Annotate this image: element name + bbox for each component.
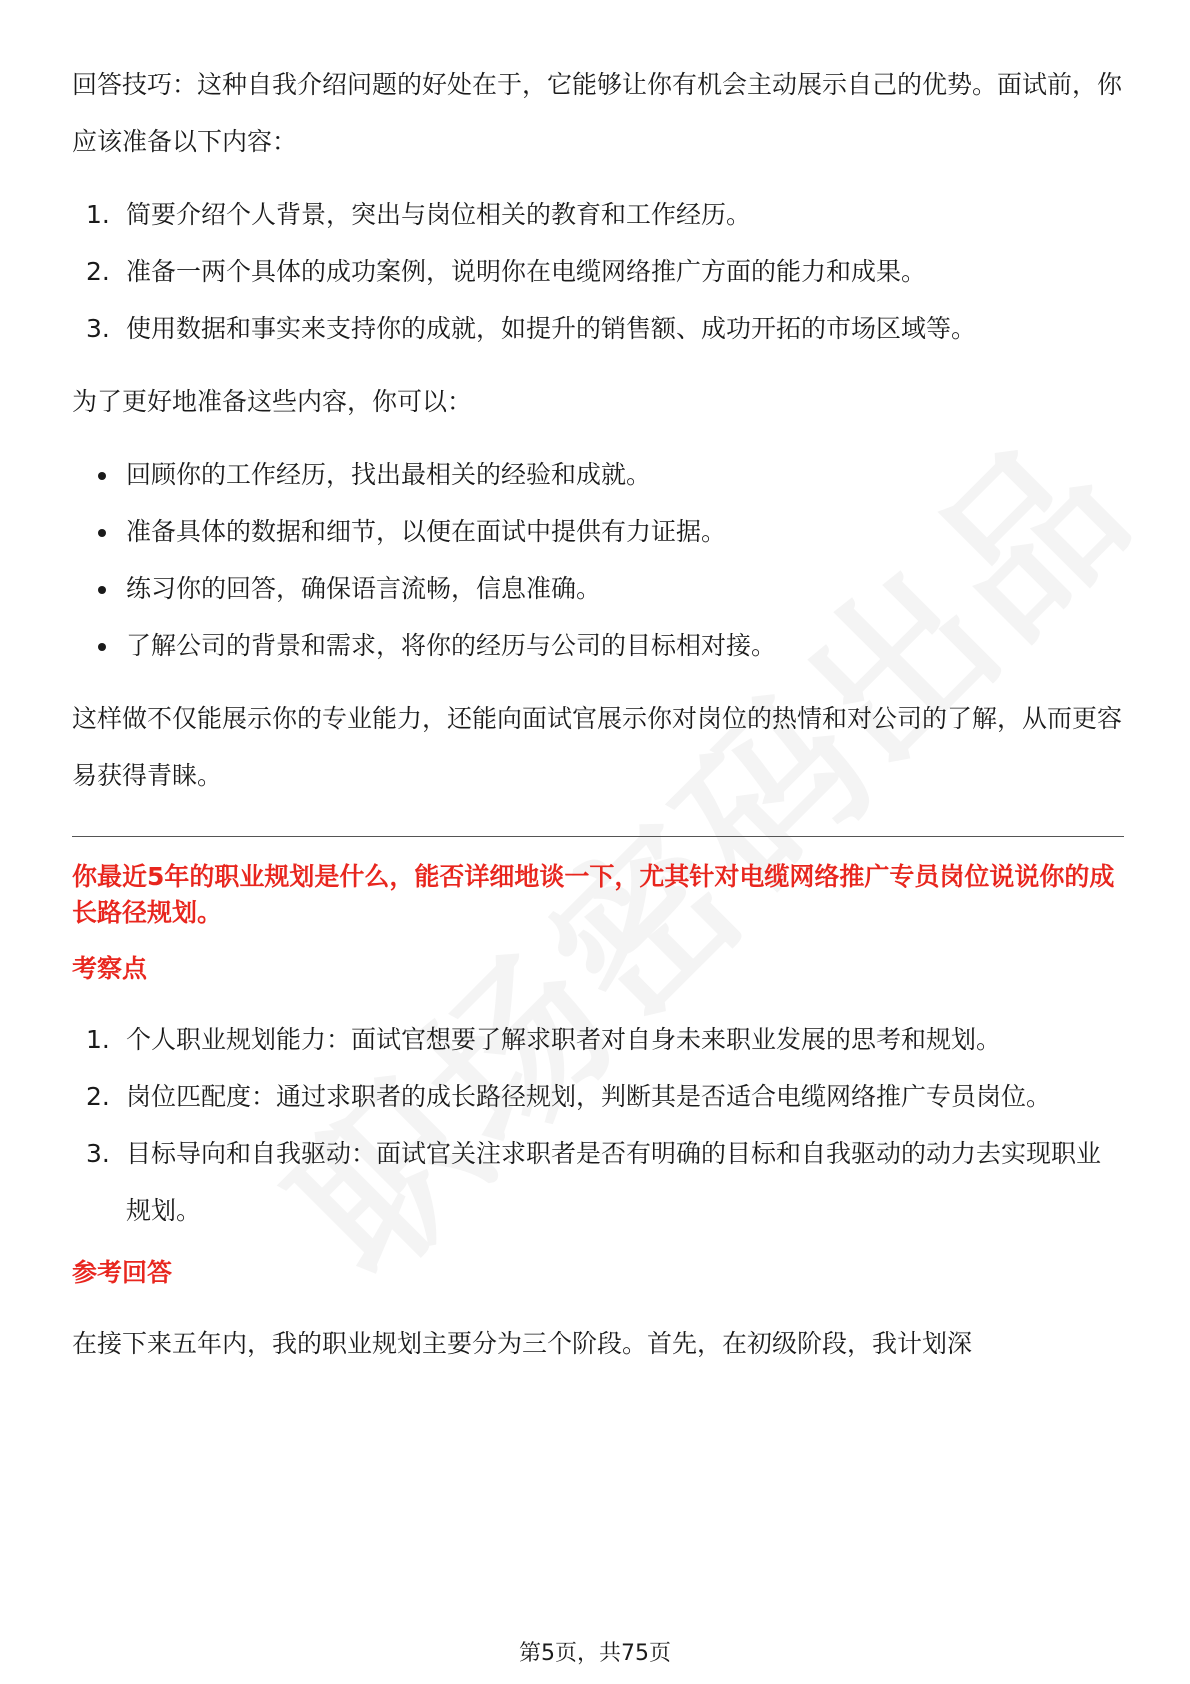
bullet-icon (98, 643, 106, 651)
focus-list (72, 1011, 1122, 1239)
list-item: 3. 目标导向和自我驱动：面试官关注求职者是否有明确的目标和自我驱动的动力去实现职业规划。 (86, 1139, 1102, 1225)
list-item: 1. 个人职业规划能力：面试官想要了解求职者对自身未来职业发展的思考和规划。 (86, 1025, 1002, 1054)
prep-list (72, 186, 1122, 357)
list-item: 2. 准备一两个具体的成功案例，说明你在电缆网络推广方面的能力和成果。 (86, 257, 927, 286)
answer-paragraph: 在接下来五年内，我的职业规划主要分为三个阶段。首先，在初级阶段，我计划深 (72, 1329, 973, 1358)
list-item: 准备具体的数据和细节，以便在面试中提供有力证据。 (72, 503, 1122, 560)
bullet-icon (98, 472, 106, 480)
list-item: 3. 使用数据和事实来支持你的成就，如提升的销售额、成功开拓的市场区域等。 (86, 314, 977, 343)
page-content (72, 56, 1122, 1372)
list-item: 回顾你的工作经历，找出最相关的经验和成就。 (72, 446, 1122, 503)
list-item: 2. 岗位匹配度：通过求职者的成长路径规划，判断其是否适合电缆网络推广专员岗位。 (86, 1082, 1052, 1111)
bullet-icon (98, 529, 106, 537)
tips-list (72, 446, 1122, 674)
answer-tips-paragraph: 回答技巧：这种自我介绍问题的好处在于，它能够让你有机会主动展示自己的优势。面试前，你应该准备以下内容： (72, 70, 1123, 156)
list-item: 了解公司的背景和需求，将你的经历与公司的目标相对接。 (72, 617, 1122, 674)
list-item: 练习你的回答，确保语言流畅，信息准确。 (72, 560, 1122, 617)
question-title: 你最近5年的职业规划是什么，能否详细地谈一下，尤其针对电缆网络推广专员岗位说说你的成长路径规划。 (72, 862, 1115, 927)
prep-intro-paragraph: 为了更好地准备这些内容，你可以： (72, 387, 473, 416)
conclusion-paragraph: 这样做不仅能展示你的专业能力，还能向面试官展示你对岗位的热情和对公司的了解，从而更容易获得青睐。 (72, 704, 1123, 790)
bullet-icon (98, 586, 106, 594)
answer-heading: 参考回答 (72, 1258, 173, 1287)
page-number: 第5页，共75页 (519, 1641, 671, 1666)
list-item: 1. 简要介绍个人背景，突出与岗位相关的教育和工作经历。 (86, 200, 752, 229)
focus-heading: 考察点 (72, 954, 148, 983)
